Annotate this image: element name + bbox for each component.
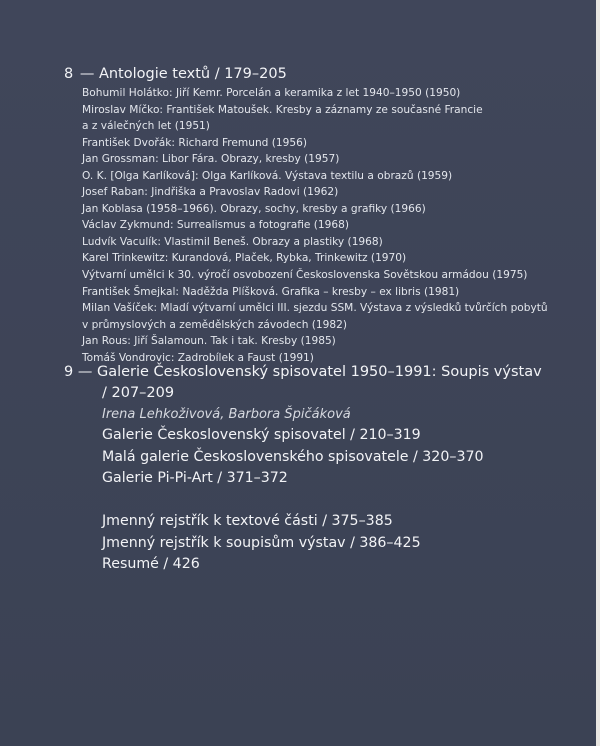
toc-entry: Jan Koblasa (1958–1966). Obrazy, sochy, kresby a grafiky (1966) <box>82 202 426 215</box>
section-9-dash: — <box>77 364 93 380</box>
toc-entry: Josef Raban: Jindřiška a Pravoslav Radovi (1962) <box>82 186 339 199</box>
toc-entry: Malá galerie Československého spisovatele / 320–370 <box>102 448 484 465</box>
section-9-heading <box>64 362 564 404</box>
toc-entry: v průmyslových a zemědělských závodech (1982) <box>82 318 347 331</box>
section-9-title: Galerie Československý spisovatel 1950–1991: Soupis výstav <box>96 364 542 380</box>
toc-entry: Ludvík Vaculík: Vlastimil Beneš. Obrazy a plastiky (1968) <box>82 235 383 248</box>
toc-entry: a z válečných let (1951) <box>82 120 210 133</box>
section-9-number: 9 <box>64 364 74 380</box>
toc-entry: Milan Vašíček: Mladí výtvarní umělci III. sjezdu SSM. Výstava z výsledků tvůrčích pobytů <box>82 302 548 315</box>
section-8-heading <box>64 64 534 85</box>
toc-entry: Výtvarní umělci k 30. výročí osvobození Československa Sovětskou armádou (1975) <box>82 269 528 282</box>
toc-entry: Jmenný rejstřík k textové části / 375–385 <box>102 513 393 529</box>
section-9-authors: Irena Lehkoživová, Barbora Špičáková <box>102 407 351 422</box>
section-8-pages: 179–205 <box>224 66 287 82</box>
toc-entry: Jan Grossman: Libor Fára. Obrazy, kresby (1957) <box>82 153 340 166</box>
section-9-entry-list <box>64 425 564 490</box>
toc-entry: Jmenný rejstřík k soupisům výstav / 386–425 <box>102 534 421 551</box>
section-8-separator: / <box>214 66 220 82</box>
section-9-heading-line <box>64 362 564 383</box>
section-8-number: 8 <box>64 66 74 82</box>
toc-entry: Tomáš Vondrovic: Zadrobílek a Faust (1991) <box>82 351 314 364</box>
page-edge <box>596 0 600 746</box>
section-8-entry-list <box>64 85 548 366</box>
toc-entry: Galerie Československý spisovatel / 210–319 <box>102 427 421 443</box>
section-8 <box>64 64 548 366</box>
index-list <box>102 511 421 576</box>
section-9-pages: / 207–209 <box>102 385 175 401</box>
toc-entry: Resumé / 426 <box>102 556 200 572</box>
section-8-title: Antologie textů <box>98 66 211 82</box>
section-9 <box>64 362 564 490</box>
toc-entry: Miroslav Míčko: František Matoušek. Kresby a záznamy ze současné Francie <box>82 103 483 116</box>
toc-entry: Galerie Pi-Pi-Art / 371–372 <box>102 470 288 486</box>
toc-entry: František Dvořák: Richard Fremund (1956) <box>82 136 307 149</box>
toc-entry: Jan Rous: Jiří Šalamoun. Tak i tak. Kresby (1985) <box>82 335 336 348</box>
toc-entry: Karel Trinkewitz: Kurandová, Plaček, Rybka, Trinkewitz (1970) <box>82 252 407 265</box>
section-8-dash: — <box>79 66 95 82</box>
toc-entry: František Šmejkal: Naděžda Plíšková. Grafika – kresby – ex libris (1981) <box>82 285 460 298</box>
toc-entry: Bohumil Holátko: Jiří Kemr. Porcelán a keramika z let 1940–1950 (1950) <box>82 87 461 99</box>
toc-entry: O. K. [Olga Karlíková]: Olga Karlíková. Výstava textilu a obrazů (1959) <box>82 169 453 182</box>
toc-entry: Václav Zykmund: Surrealismus a fotografie (1968) <box>82 219 350 232</box>
